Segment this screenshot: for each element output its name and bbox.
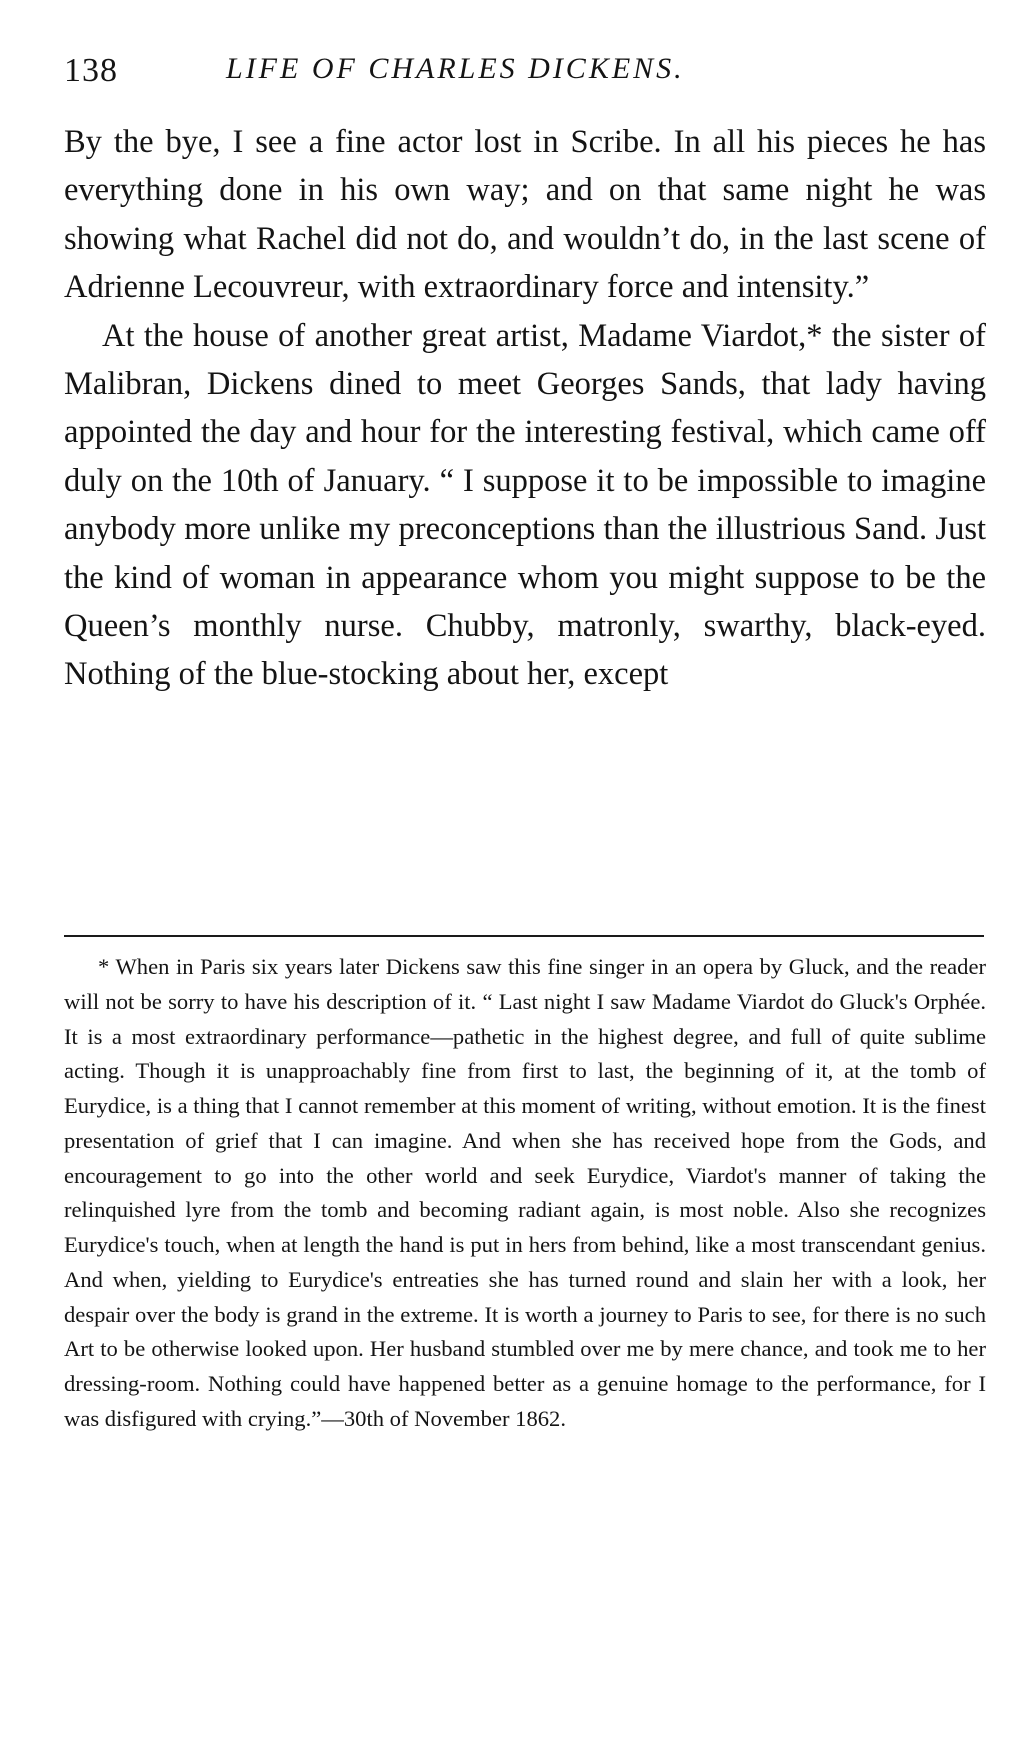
main-text: [64, 118, 986, 699]
footnote: * When in Paris six years later Dickens saw this fine singer in an opera by Gluck, and the reader will not be sorry to have his description of it. “ Last night I saw Madame Viardot do Gluck's Orphée. It is a most extraordinary performance—pathetic in the highest degree, and full of quite sublime acting. Though it is unapproachably fine from first to last, the beginning of it, at the tomb of Eurydice, is a thing that I cannot remember at this moment of writing, without emotion. It is the finest presentation of grief that I can imagine. And when she has received hope from the Gods, and encouragement to go into the other world and seek Eurydice, Viardot's manner of taking the relinquished lyre from the tomb and becoming radiant again, is most noble. Also she recognizes Eurydice's touch, when at length the hand is put in hers from behind, like a most transcendant genius. And when, yielding to Eurydice's entreaties she has turned round and slain her with a look, her despair over the body is grand in the extreme. It is worth a journey to Paris to see, for there is no such Art to be otherwise looked upon. Her husband stumbled over me by mere chance, and took me to her dressing-room. Nothing could have happened better as a genuine homage to the performance, for I was disfigured with crying.”—30th of November 1862.: [64, 954, 986, 1431]
page-number: 138: [64, 52, 118, 89]
paragraph-1: By the bye, I see a fine actor lost in Scribe. In all his pieces he has everything done in his own way; and on that same night he was showing what Rachel did not do, and wouldn’t do, in the last scene of Adrienne Lecouvreur, with extraordinary force and intensity.”: [64, 124, 986, 306]
page-header: [64, 52, 824, 102]
paragraph-2: At the house of another great artist, Madame Viardot,* the sister of Malibran, Dickens dined to meet Georges Sands, that lady having appointed the day and hour for the interesting festival, which came off duly on the 10th of January. “ I suppose it to be impossible to imagine anybody more unlike my preconceptions than the illustrious Sand. Just the kind of woman in appearance whom you might suppose to be the Queen’s monthly nurse. Chubby, matronly, swarthy, black-eyed. Nothing of the blue-stocking about her, except: [64, 317, 986, 693]
footnote-divider: [64, 935, 984, 937]
running-head: LIFE OF CHARLES DICKENS.: [226, 52, 685, 85]
